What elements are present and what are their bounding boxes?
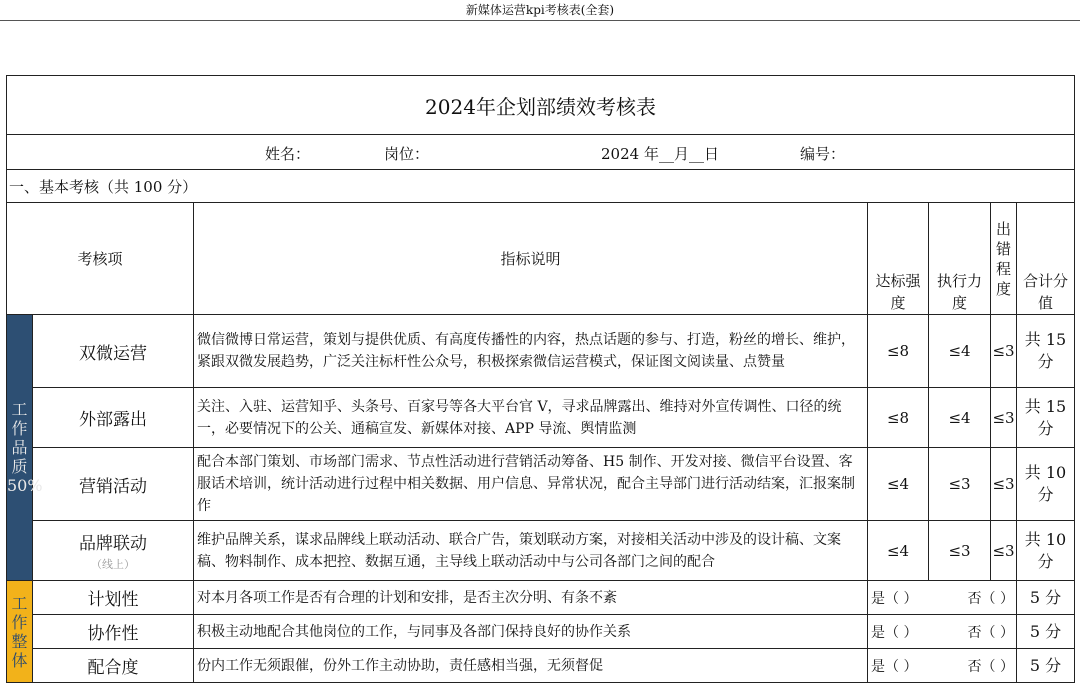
total-value: 共 15 分 (1017, 315, 1075, 388)
no-option[interactable]: 否（ ） (967, 624, 1014, 641)
position-label: 岗位： (384, 145, 430, 163)
item-desc: 关注、入驻、运营知乎、头条号、百家号等各大平台官 V，寻求品牌露出、维持对外宣传调性、口径的统一，必要情况下的公关、通稿宣发、新媒体对接、APP 导流、舆情监测 (194, 388, 868, 448)
yes-option[interactable]: 是（ ） (871, 658, 918, 675)
item-desc: 微信微博日常运营，策划与提供优质、有高度传播性的内容，热点话题的参与、打造，粉丝的增长、维护，紧跟双微发展趋势，广泛关注标杆性公众号，积极探索微信运营模式，保证图文阅读量、点赞量 (194, 315, 868, 388)
reach-value: ≤4 (868, 521, 929, 581)
yes-no-cell[interactable] (868, 615, 1017, 649)
total-value: 共 15 分 (1017, 388, 1075, 448)
error-value: ≤3 (991, 521, 1017, 581)
item-name: 双微运营 (33, 315, 194, 388)
item-name: 计划性 (33, 581, 194, 615)
score-value: 5 分 (1017, 649, 1075, 683)
total-value: 共 10 分 (1017, 448, 1075, 521)
yes-option[interactable]: 是（ ） (871, 624, 918, 641)
total-value: 共 10 分 (1017, 521, 1075, 581)
exec-value: ≤4 (929, 388, 991, 448)
header-exec: 执行力度 (929, 203, 991, 315)
header-desc: 指标说明 (194, 203, 868, 315)
no-option[interactable]: 否（ ） (967, 658, 1014, 675)
reach-value: ≤4 (868, 448, 929, 521)
item-desc: 配合本部门策划、市场部门需求、节点性活动进行营销活动筹备、H5 制作、开发对接、微信平台设置、客服话术培训，统计活动进行过程中相关数据、用户信息、异常状况，配合主导部门进行活动结案，汇报案制作 (194, 448, 868, 521)
header-total: 合计分值 (1017, 203, 1075, 315)
date-label: 2024 年__月__日 (601, 145, 719, 163)
kpi-table (6, 75, 1075, 683)
header-reach: 达标强度 (868, 203, 929, 315)
item-desc: 维护品牌关系，谋求品牌线上联动活动、联合广告，策划联动方案，对接相关活动中涉及的设计稿、文案稿、物料制作、成本把控、数据互通，主导线上联动活动中与公司各部门之间的配合 (194, 521, 868, 581)
error-value: ≤3 (991, 315, 1017, 388)
error-value: ≤3 (991, 448, 1017, 521)
item-name: 营销活动 (33, 448, 194, 521)
section-title: 一、基本考核（共 100 分） (7, 170, 1075, 203)
error-value: ≤3 (991, 388, 1017, 448)
number-label: 编号： (800, 145, 846, 163)
page-header (0, 0, 1080, 21)
score-value: 5 分 (1017, 615, 1075, 649)
page-header-text: 新媒体运营kpi考核表(全套) (465, 3, 615, 17)
score-value: 5 分 (1017, 581, 1075, 615)
header-error: 出错程度 (991, 203, 1017, 315)
info-row (7, 135, 1075, 170)
exec-value: ≤3 (929, 448, 991, 521)
item-name: 品牌联动 （线上） (33, 521, 194, 581)
category-overall: 工作整体 (7, 581, 33, 683)
reach-value: ≤8 (868, 315, 929, 388)
item-name: 外部露出 (33, 388, 194, 448)
reach-value: ≤8 (868, 388, 929, 448)
table-title: 2024年企划部绩效考核表 (7, 76, 1075, 135)
name-label: 姓名： (265, 145, 311, 163)
item-desc: 份内工作无须跟催，份外工作主动协助，责任感相当强，无须督促 (194, 649, 868, 683)
category-quality: 工作品质50% (7, 315, 33, 581)
yes-no-cell[interactable] (868, 581, 1017, 615)
item-name: 协作性 (33, 615, 194, 649)
item-desc: 对本月各项工作是否有合理的计划和安排，是否主次分明、有条不紊 (194, 581, 868, 615)
item-desc: 积极主动地配合其他岗位的工作，与同事及各部门保持良好的协作关系 (194, 615, 868, 649)
yes-option[interactable]: 是（ ） (871, 590, 918, 607)
no-option[interactable]: 否（ ） (967, 590, 1014, 607)
exec-value: ≤3 (929, 521, 991, 581)
exec-value: ≤4 (929, 315, 991, 388)
item-subtitle: （线上） (91, 558, 135, 571)
item-name: 配合度 (33, 649, 194, 683)
header-item: 考核项 (7, 203, 194, 315)
yes-no-cell[interactable] (868, 649, 1017, 683)
